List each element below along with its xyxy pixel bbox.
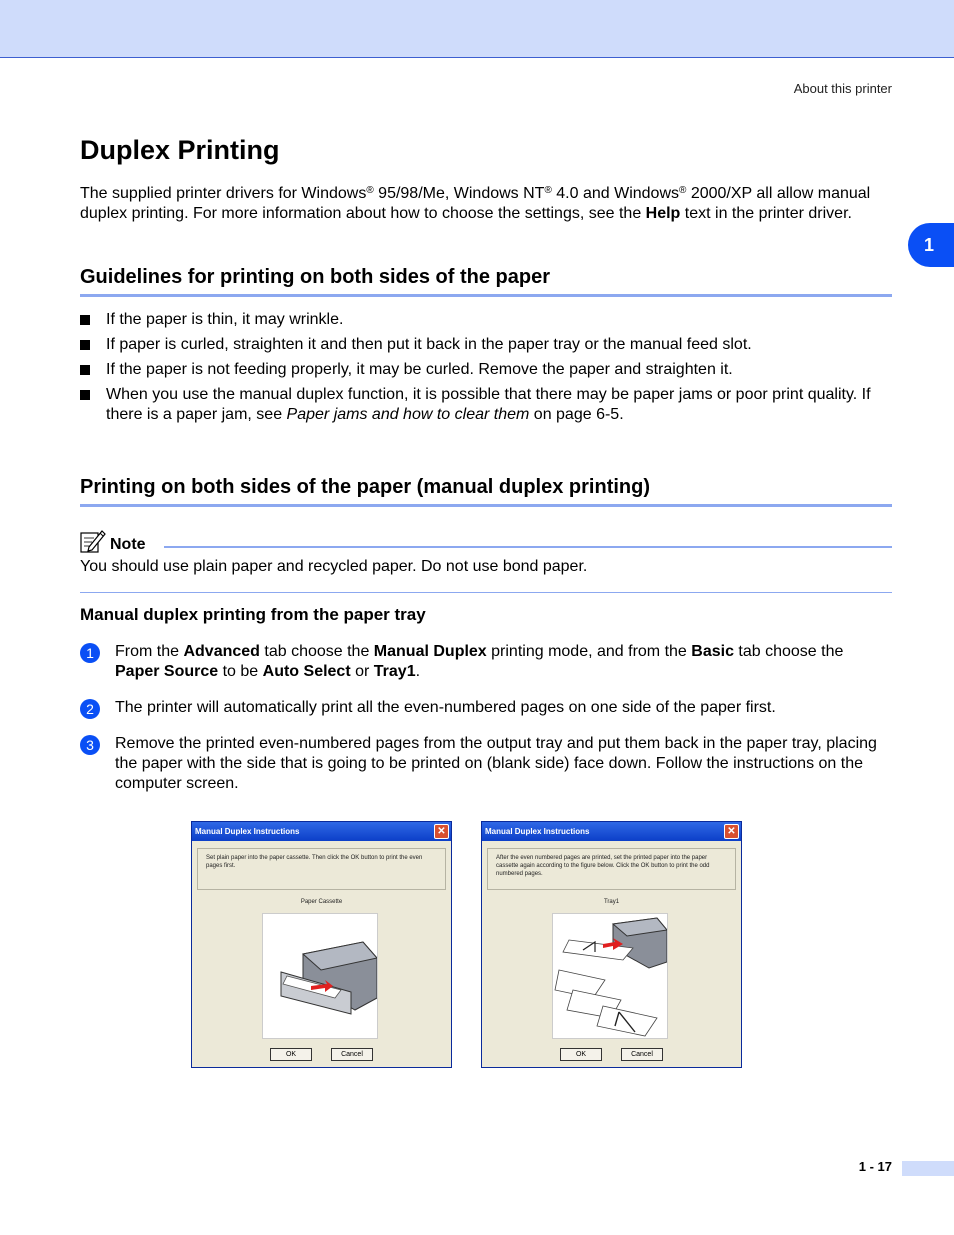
intro-text: 2000/XP all allow manual duplex printing. For more information about how to choose the settings, see the	[80, 185, 871, 222]
dialog-titlebar	[482, 822, 741, 841]
intro-text: The supplied printer drivers for Windows	[80, 185, 367, 202]
cancel-button[interactable]: Cancel	[331, 1048, 373, 1061]
step-text-part: tab choose the	[733, 643, 844, 660]
guidelines-list	[80, 310, 892, 430]
dialog-tray1	[481, 821, 742, 1068]
chapter-tab: 1	[908, 223, 954, 267]
note-box	[80, 528, 892, 593]
close-icon[interactable]: ✕	[434, 824, 449, 839]
tray-orientation-illustration	[552, 913, 668, 1039]
ok-button[interactable]: OK	[560, 1048, 602, 1061]
note-pencil-icon	[80, 528, 106, 554]
intro-text: text in the printer driver.	[680, 205, 852, 222]
registered-mark: ®	[366, 185, 374, 196]
page-title: Duplex Printing	[80, 135, 280, 165]
list-item-text: When you use the manual duplex function, it is possible that there may be paper jams or poor print quality. If there is a paper jam, see	[106, 386, 871, 423]
paper-orientation-icon	[553, 914, 667, 1038]
list-item	[80, 385, 892, 425]
printer-icon	[263, 914, 377, 1038]
step-text: The printer will automatically print all the even-numbered pages on one side of the paper first.	[115, 699, 776, 716]
auto-select-term: Auto Select	[262, 663, 351, 680]
list-item	[80, 335, 892, 355]
manual-duplex-heading: Printing on both sides of the paper (manual duplex printing)	[80, 476, 892, 507]
bullet-icon	[80, 390, 90, 400]
step-3	[80, 734, 892, 794]
close-icon[interactable]: ✕	[724, 824, 739, 839]
bullet-icon	[80, 365, 90, 375]
step-text-part: .	[415, 663, 421, 680]
step-1	[80, 642, 892, 682]
dialog-title: Manual Duplex Instructions	[195, 827, 300, 836]
intro-text: 4.0 and Windows	[551, 185, 680, 202]
tray-subheading: Manual duplex printing from the paper tray	[80, 605, 426, 624]
dialog-title: Manual Duplex Instructions	[485, 827, 590, 836]
cross-reference-link[interactable]: Paper jams and how to clear them	[286, 406, 530, 423]
guidelines-heading: Guidelines for printing on both sides of the paper	[80, 266, 892, 297]
step-text-part: to be	[218, 663, 263, 680]
top-band	[0, 0, 954, 58]
dialog-caption: Paper Cassette	[300, 899, 343, 905]
basic-tab-term: Basic	[691, 643, 734, 660]
bullet-icon	[80, 340, 90, 350]
step-text	[115, 642, 892, 682]
dialog-caption: Tray1	[603, 899, 620, 905]
page-number: 1 - 17	[858, 1159, 892, 1174]
note-divider	[164, 546, 892, 548]
dialog-paper-cassette	[191, 821, 452, 1068]
footer-bar	[902, 1161, 954, 1176]
dialog-message: Set plain paper into the paper cassette. Then click the OK button to print the even pages first.	[197, 848, 446, 890]
ok-button[interactable]: OK	[270, 1048, 312, 1061]
cancel-button[interactable]: Cancel	[621, 1048, 663, 1061]
list-item-text: If the paper is thin, it may wrinkle.	[106, 311, 344, 328]
manual-duplex-term: Manual Duplex	[373, 643, 487, 660]
intro-text: 95/98/Me, Windows NT	[373, 185, 545, 202]
help-term: Help	[645, 205, 681, 222]
step-text-part: From the	[115, 643, 184, 660]
running-head: About this printer	[793, 81, 892, 96]
step-text-part: or	[350, 663, 374, 680]
list-item	[80, 310, 892, 330]
note-label: Note	[110, 536, 146, 553]
step-number-badge: 2	[80, 699, 100, 719]
step-number-badge: 3	[80, 735, 100, 755]
intro-paragraph	[80, 184, 892, 224]
list-item-text: If the paper is not feeding properly, it may be curled. Remove the paper and straighten it.	[106, 361, 733, 378]
paper-source-term: Paper Source	[115, 663, 219, 680]
dialog-titlebar	[192, 822, 451, 841]
printer-cassette-illustration	[262, 913, 378, 1039]
note-header	[80, 528, 892, 554]
list-item	[80, 360, 892, 380]
tray1-term: Tray1	[373, 663, 416, 680]
step-number-badge: 1	[80, 643, 100, 663]
note-bottom-divider	[80, 592, 892, 593]
note-text: You should use plain paper and recycled paper. Do not use bond paper.	[80, 558, 588, 575]
registered-mark: ®	[544, 185, 552, 196]
advanced-tab-term: Advanced	[183, 643, 260, 660]
step-text: Remove the printed even-numbered pages from the output tray and put them back in the paper tray, placing the paper with the side that is going to be printed on (blank side) face down. Follow the instructions on the computer screen.	[115, 735, 877, 792]
step-text-part: printing mode, and from the	[486, 643, 692, 660]
list-item-text: on page 6-5.	[529, 406, 624, 423]
registered-mark: ®	[679, 185, 687, 196]
step-text-part: tab choose the	[259, 643, 374, 660]
bullet-icon	[80, 315, 90, 325]
step-2	[80, 698, 892, 719]
list-item-text: If paper is curled, straighten it and then put it back in the paper tray or the manual feed slot.	[106, 336, 752, 353]
dialog-message: After the even numbered pages are printed, set the printed paper into the paper cassette again according to the figure below. Click the OK button to print the odd numbered pages.	[487, 848, 736, 890]
